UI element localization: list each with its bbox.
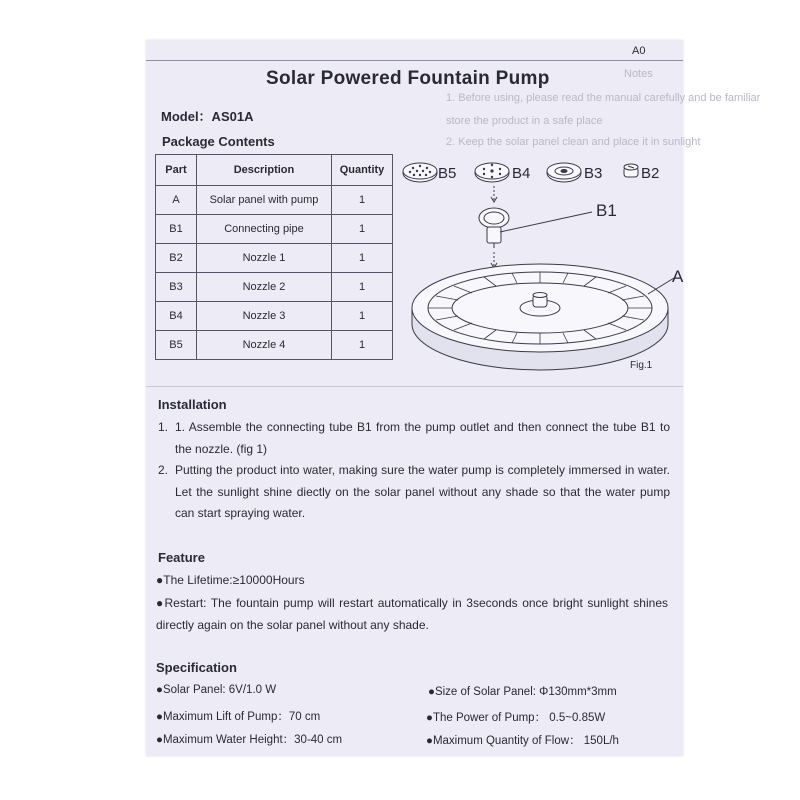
label-b2: B2 (641, 165, 660, 182)
bleed-through-text: 1. Before using, please read the manual carefully and be familiar (446, 92, 761, 104)
table-row (156, 186, 393, 215)
document-code: A0 (632, 45, 646, 57)
connecting-pipe-drawing (479, 208, 509, 248)
table-row (156, 302, 393, 331)
nozzle-b2-drawing (624, 164, 638, 177)
solar-panel-drawing (412, 264, 668, 370)
label-b3: B3 (584, 165, 603, 182)
cell-description: Connecting pipe (197, 215, 332, 244)
cell-part: B5 (156, 331, 197, 360)
header-description: Description (197, 155, 332, 186)
label-b5: B5 (438, 165, 457, 182)
top-rule (146, 60, 683, 61)
nozzle-b5-drawing (403, 163, 437, 182)
spec-max-lift: ●Maximum Lift of Pump：70 cm (156, 711, 321, 723)
assembly-figure (396, 152, 686, 382)
nozzle-b4-drawing (475, 163, 509, 182)
cell-description: Nozzle 4 (197, 331, 332, 360)
callout-a: A (672, 267, 684, 286)
cell-quantity: 1 (332, 186, 393, 215)
installation-step-1 (158, 417, 670, 460)
document-title: Solar Powered Fountain Pump (266, 68, 550, 89)
bleed-through-text: Notes (624, 68, 653, 80)
cell-part: A (156, 186, 197, 215)
cell-quantity: 1 (332, 244, 393, 273)
table-row (156, 331, 393, 360)
specification-heading: Specification (156, 660, 237, 675)
table-row (156, 244, 393, 273)
table-header-row (156, 155, 393, 186)
cell-part: B4 (156, 302, 197, 331)
package-contents-heading: Package Contents (162, 134, 275, 149)
feature-restart: ●Restart: The fountain pump will restart automatically in 3seconds once bright sunlight shines directly again on the solar panel without any shade. (156, 596, 668, 632)
cell-part: B3 (156, 273, 197, 302)
cell-part: B2 (156, 244, 197, 273)
table-row (156, 215, 393, 244)
step-text: 1. Assemble the connecting tube B1 from the pump outlet and then connect the tube B1 to the nozzle. (fig 1) (175, 420, 670, 456)
step-number: 2. (158, 463, 169, 477)
bleed-through-text: store the product in a safe place (446, 115, 603, 127)
figure-caption: Fig.1 (630, 360, 653, 371)
header-quantity: Quantity (332, 155, 393, 186)
manual-sheet (146, 40, 761, 756)
spec-pump-power: ●The Power of Pump： 0.5~0.85W (426, 712, 606, 724)
cell-description: Solar panel with pump (197, 186, 332, 215)
feature-heading: Feature (158, 550, 205, 565)
cell-quantity: 1 (332, 331, 393, 360)
bleed-through-text: 2. Keep the solar panel clean and place it in sunlight (446, 136, 701, 148)
model-label: Model：AS01A (161, 109, 254, 124)
cell-part: B1 (156, 215, 197, 244)
cell-description: Nozzle 3 (197, 302, 332, 331)
step-text: Putting the product into water, making sure the water pump is completely immersed in water. Let the sunlight shine diectly on the solar panel without any shade so that the water pump can start spraying water. (175, 463, 670, 520)
table-row (156, 273, 393, 302)
label-b4: B4 (512, 165, 531, 182)
spec-panel-size: ●Size of Solar Panel: Φ130mm*3mm (428, 686, 617, 698)
feature-lifetime: ●The Lifetime:≥10000Hours (156, 573, 305, 587)
cell-quantity: 1 (332, 302, 393, 331)
spec-solar-panel: ●Solar Panel: 6V/1.0 W (156, 684, 277, 696)
cell-description: Nozzle 2 (197, 273, 332, 302)
installation-heading: Installation (158, 397, 227, 412)
cell-quantity: 1 (332, 273, 393, 302)
section-rule (146, 386, 683, 387)
cell-quantity: 1 (332, 215, 393, 244)
installation-step-2 (158, 460, 670, 525)
package-table (155, 154, 393, 360)
callout-b1: B1 (596, 201, 617, 220)
spec-max-flow: ●Maximum Quantity of Flow： 150L/h (426, 735, 619, 747)
cell-description: Nozzle 1 (197, 244, 332, 273)
spec-max-water-height: ●Maximum Water Height：30-40 cm (156, 734, 343, 746)
step-number: 1. (158, 420, 169, 434)
header-part: Part (156, 155, 197, 186)
nozzle-b3-drawing (547, 163, 581, 182)
